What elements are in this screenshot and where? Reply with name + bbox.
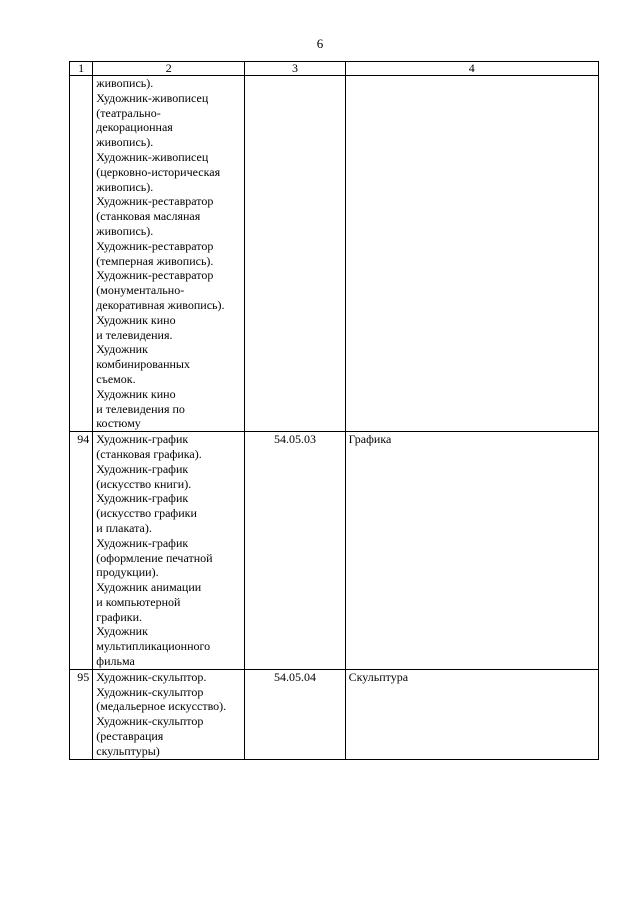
- row-number-cell: 95: [70, 669, 93, 759]
- specialty-code-cell: 54.05.03: [245, 432, 345, 670]
- specialty-code-cell: [245, 76, 345, 432]
- qualification-line: декорационная: [96, 120, 173, 135]
- qualification-line: и компьютерной: [96, 594, 181, 609]
- qualification-line: Художник-реставратор: [96, 268, 214, 283]
- qualification-line: и телевидения.: [96, 327, 173, 342]
- qualification-line: (реставрация: [96, 729, 164, 744]
- table-row: [70, 669, 599, 759]
- qualification-line: Художник-скульптор.: [96, 669, 207, 684]
- qualification-line: живопись).: [96, 179, 154, 194]
- table-row: [70, 76, 599, 432]
- qualification-line: живопись).: [96, 76, 154, 90]
- specialty-name-cell: Скульптура: [345, 669, 598, 759]
- row-number-cell: [70, 76, 93, 432]
- qualification-line: и телевидения по: [96, 401, 185, 416]
- qualification-line: (церковно-историческая: [96, 164, 221, 179]
- qualification-line: Художник кино: [96, 312, 176, 327]
- specialty-code-cell: 54.05.04: [245, 669, 345, 759]
- column-header: 4: [345, 62, 598, 76]
- qualification-line: фильма: [96, 654, 135, 669]
- column-header: 1: [70, 62, 93, 76]
- qualification-cell: [93, 76, 245, 432]
- qualification-line: (монументально-: [96, 283, 185, 298]
- column-header: 2: [93, 62, 245, 76]
- qualification-line: (медальерное искусство).: [96, 699, 227, 714]
- qualification-line: съемок.: [96, 371, 136, 386]
- qualification-line: Художник-график: [96, 432, 189, 447]
- qualification-cell: [93, 432, 245, 670]
- qualification-line: продукции).: [96, 565, 159, 580]
- qualification-line: (станковая графика).: [96, 446, 202, 461]
- qualification-line: Художник-реставратор: [96, 238, 214, 253]
- specialties-table: [69, 61, 599, 760]
- qualification-line: Художник-живописец: [96, 149, 209, 164]
- qualification-line: живопись).: [96, 223, 154, 238]
- qualification-line: Художник: [96, 342, 148, 357]
- qualification-line: Художник-график: [96, 491, 189, 506]
- qualification-line: Художник-скульптор: [96, 684, 204, 699]
- qualification-line: (искусство графики: [96, 506, 197, 521]
- qualification-line: комбинированных: [96, 357, 190, 372]
- qualification-line: (искусство книги).: [96, 476, 192, 491]
- column-header: 3: [245, 62, 345, 76]
- qualification-line: (театрально-: [96, 105, 161, 120]
- qualification-line: (оформление печатной: [96, 550, 213, 565]
- qualification-line: Художник-реставратор: [96, 194, 214, 209]
- table-row: [70, 432, 599, 670]
- qualification-line: мультипликационного: [96, 639, 211, 654]
- qualification-line: (темперная живопись).: [96, 253, 214, 268]
- qualification-line: Художник: [96, 624, 148, 639]
- page-number: 6: [316, 36, 324, 51]
- specialty-name-cell: [345, 76, 598, 432]
- qualification-line: Художник кино: [96, 386, 176, 401]
- qualification-line: костюму: [96, 416, 141, 431]
- qualification-line: Художник анимации: [96, 580, 202, 595]
- table-header-row: [70, 62, 599, 76]
- qualification-line: Художник-скульптор: [96, 714, 204, 729]
- qualification-line: Художник-график: [96, 461, 189, 476]
- qualification-line: скульптуры): [96, 743, 160, 758]
- qualification-line: (станковая масляная: [96, 209, 201, 224]
- qualification-line: Художник-живописец: [96, 90, 209, 105]
- qualification-line: живопись).: [96, 135, 154, 150]
- qualification-line: декоративная живопись).: [96, 297, 225, 312]
- qualification-line: и плаката).: [96, 520, 152, 535]
- qualification-cell: [93, 669, 245, 759]
- specialty-name-cell: Графика: [345, 432, 598, 670]
- row-number-cell: 94: [70, 432, 93, 670]
- qualification-line: Художник-график: [96, 535, 189, 550]
- qualification-line: графики.: [96, 609, 142, 624]
